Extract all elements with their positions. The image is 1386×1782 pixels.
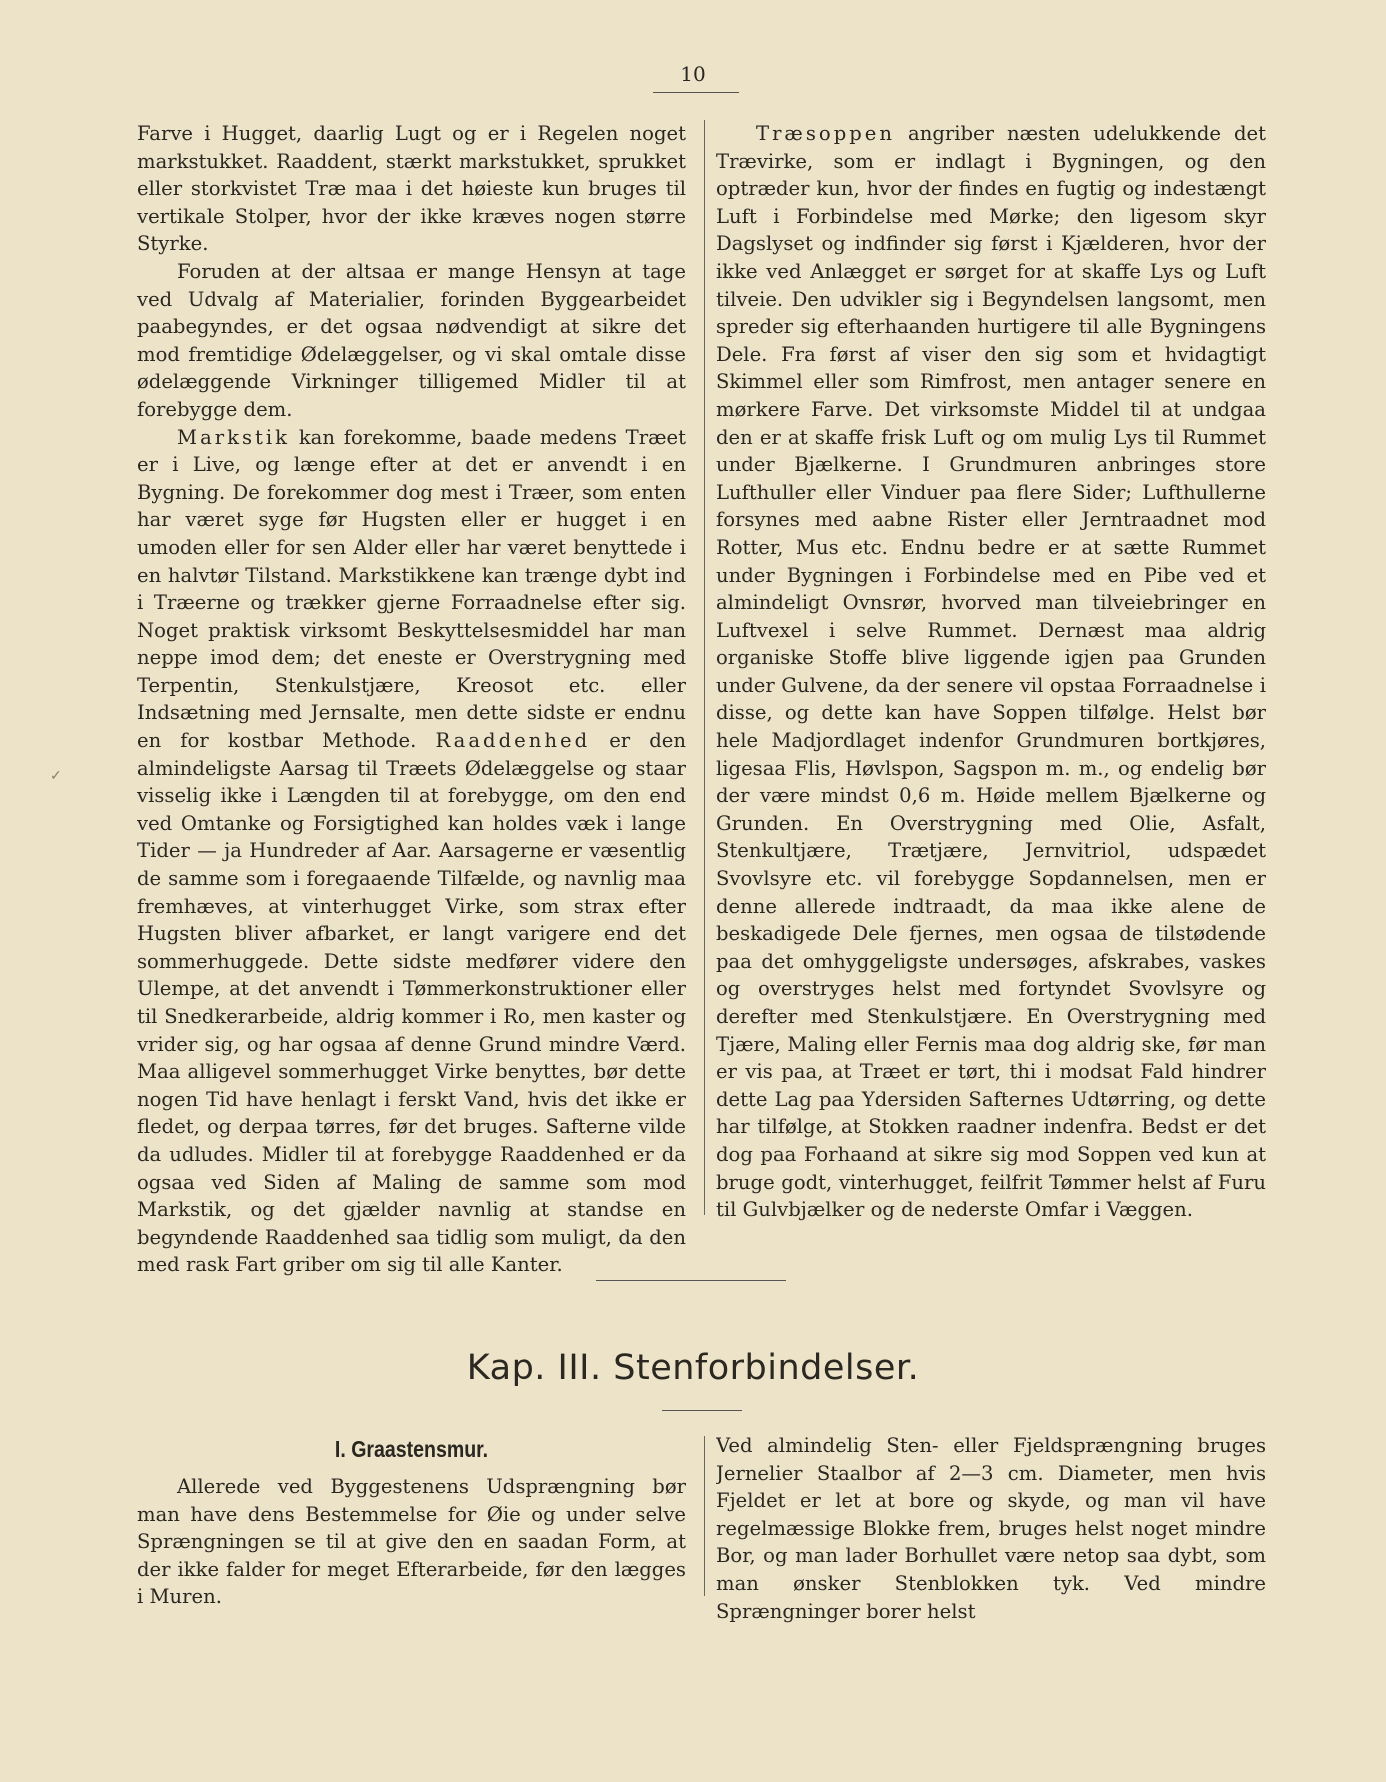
top-left-column	[137, 120, 686, 1279]
stray-mark: ✓	[50, 768, 62, 784]
paragraph: Markstik kan forekomme, baade medens Træet er i Live, og længe efter at det er anvendt i en Bygning. De forekommer dog mest i Træer, som enten har været syge før Hugsten eller er hugget i en umoden eller for sen Alder eller har været benyttede i en halvtør Tilstand. Markstikkene kan trænge dybt ind i Træerne og trækker gjerne Forraadnelse efter sig. Noget praktisk virksomt Beskyttelsesmiddel har man neppe imod dem; det eneste er Overstrygning med Terpentin, Stenkulstjære, Kreosot etc. eller Indsætning med Jernsalte, men dette sidste er endnu en for kostbar Methode. Raaddenhed er den almindeligste Aarsag til Træets Ødelæggelse og staar visselig ikke i Længden til at forebygge, om den end ved Omtanke og Forsigtighed kan holdes væk i lange Tider — ja Hundreder af Aar. Aarsagerne er væsentlig de samme som i foregaaende Tilfælde, og navnlig maa fremhæves, at vinterhugget Virke, som strax efter Hugsten bliver afbarket, er langt varigere end det sommerhuggede. Dette sidste medfører videre den Ulempe, at det anvendt i Tømmerkonstruktioner eller til Snedkerarbeide, aldrig kommer i Ro, men kaster og vrider sig, og har ogsaa af denne Grund mindre Værd. Maa alligevel sommerhugget Virke benyttes, bør dette nogen Tid have henlagt i ferskt Vand, hvis det ikke er fledet, og derpaa tørres, før det bruges. Safterne vilde da udludes. Midler til at forebygge Raaddenhed er da ogsaa ved Siden af Maling de samme som mod Markstik, og det gjælder navnlig at standse en begyndende Raaddenhed saa tidlig som muligt, da den med rask Fart griber om sig til alle Kanter.	[137, 425, 686, 1277]
paragraph: Farve i Hugget, daarlig Lugt og er i Regelen noget markstukket. Raaddent, stærkt markstukket, sprukket eller storkvistet Træ maa i det høieste kun bruges til vertikale Stolper, hvor der ikke kræves nogen større Styrke.	[137, 122, 686, 256]
spaced-term: Raaddenhed	[435, 729, 591, 753]
top-right-column	[716, 120, 1266, 1224]
column-divider	[704, 120, 705, 1215]
paragraph: Træsoppen angriber næsten udelukkende det Trævirke, som er indlagt i Bygningen, og den optræder kun, hvor der findes en fugtig og indestængt Luft i Forbindelse med Mørke; den ligesom skyr Dagslyset og indfinder sig først i Kjælderen, hvor der ikke ved Anlægget er sørget for at skaffe Lys og Luft tilveie. Den udvikler sig i Begyndelsen langsomt, men spreder sig efterhaanden hurtigere til alle Bygningens Dele. Fra først af viser den sig som et hvidagtigt Skimmel eller som Rimfrost, men antager senere en mørkere Farve. Det virksomste Middel til at undgaa den er at skaffe frisk Luft og om mulig Lys til Rummet under Bjælkerne. I Grundmuren anbringes store Lufthuller eller Vinduer paa flere Sider; Lufthullerne forsynes med aabne Rister eller Jerntraadnet mod Rotter, Mus etc. Endnu bedre er at sætte Rummet under Bygningen i Forbindelse med en Pibe ved et almindeligt Ovnsrør, hvorved man tilveiebringer en Luftvexel i selve Rummet. Dernæst maa aldrig organiske Stoffe blive liggende igjen paa Grunden under Gulvene, da der senere vil opstaa Forraadnelse i disse, og dette kan have Soppen tilfølge. Helst bør hele Madjordlaget indenfor Grundmuren bortkjøres, ligesaa Flis, Høvlspon, Sagspon m. m., og endelig bør der være mindst 0,6 m. Høide mellem Bjælkerne og Grunden. En Overstrygning med Olie, Asfalt, Stenkultjære, Trætjære, Jernvitriol, udspædet Svovlsyre etc. vil forebygge Sopdannelsen, men er denne allerede indtraadt, da maa ikke alene de beskadigede Dele fjernes, men ogsaa de tilstødende paa det omhyggeligste undersøges, afskrabes, vaskes og overstryges helst med fortyndet Svovlsyre og derefter med Stenkulstjære. En Overstrygning med Tjære, Maling eller Fernis maa dog aldrig ske, før man er vis paa, at Træet er tørt, thi i modsat Fald hindrer dette Lag paa Ydersiden Safternes Udtørring, og dette har tilfølge, at Stokken raadner indenfra. Bedst er det dog paa Forhaand at sikre sig mod Soppen ved kun at bruge godt, vinterhugget, feilfrit Tømmer helst af Furu til Gulvbjælker og de nederste Omfar i Væggen.	[716, 122, 1266, 1222]
column-divider	[704, 1436, 705, 1596]
chapter-title-rule	[662, 1410, 742, 1411]
spaced-term: Træsoppen	[756, 122, 896, 145]
bottom-left-column	[137, 1432, 686, 1611]
section-heading: I. Graastensmur.	[334, 1436, 489, 1462]
paragraph: Foruden at der altsaa er mange Hensyn at tage ved Udvalg af Materialier, forinden Byggearbeidet paabegyndes, er det ogsaa nødvendigt at sikre det mod fremtidige Ødelæggelser, og vi skal omtale disse ødelæggende Virkninger tilligemed Midler til at forebygge dem.	[137, 259, 686, 421]
paragraph: Ved almindelig Sten- eller Fjeldsprængning bruges Jernelier Staalbor af 2—3 cm. Diameter, men hvis Fjeldet er let at bore og skyde, og man vil have regelmæssige Blokke frem, bruges helst noget mindre Bor, og man lader Borhullet være netop saa dybt, som man ønsker Stenblokken tyk. Ved mindre Sprængninger borer helst	[716, 1434, 1266, 1623]
bottom-right-column	[716, 1432, 1266, 1625]
paragraph: Allerede ved Byggestenens Udsprængning bør man have dens Bestemmelse for Øie og under selve Sprængningen se til at give den en saadan Form, at der ikke falder for meget Efterarbeide, før den lægges i Muren.	[137, 1475, 686, 1609]
page-number-rule	[653, 92, 739, 93]
section-separator-rule	[596, 1280, 786, 1281]
chapter-title: Kap. III. Stenforbindelser.	[466, 1348, 920, 1388]
page-number: 10	[680, 62, 706, 86]
spaced-term: Markstik	[177, 425, 291, 449]
